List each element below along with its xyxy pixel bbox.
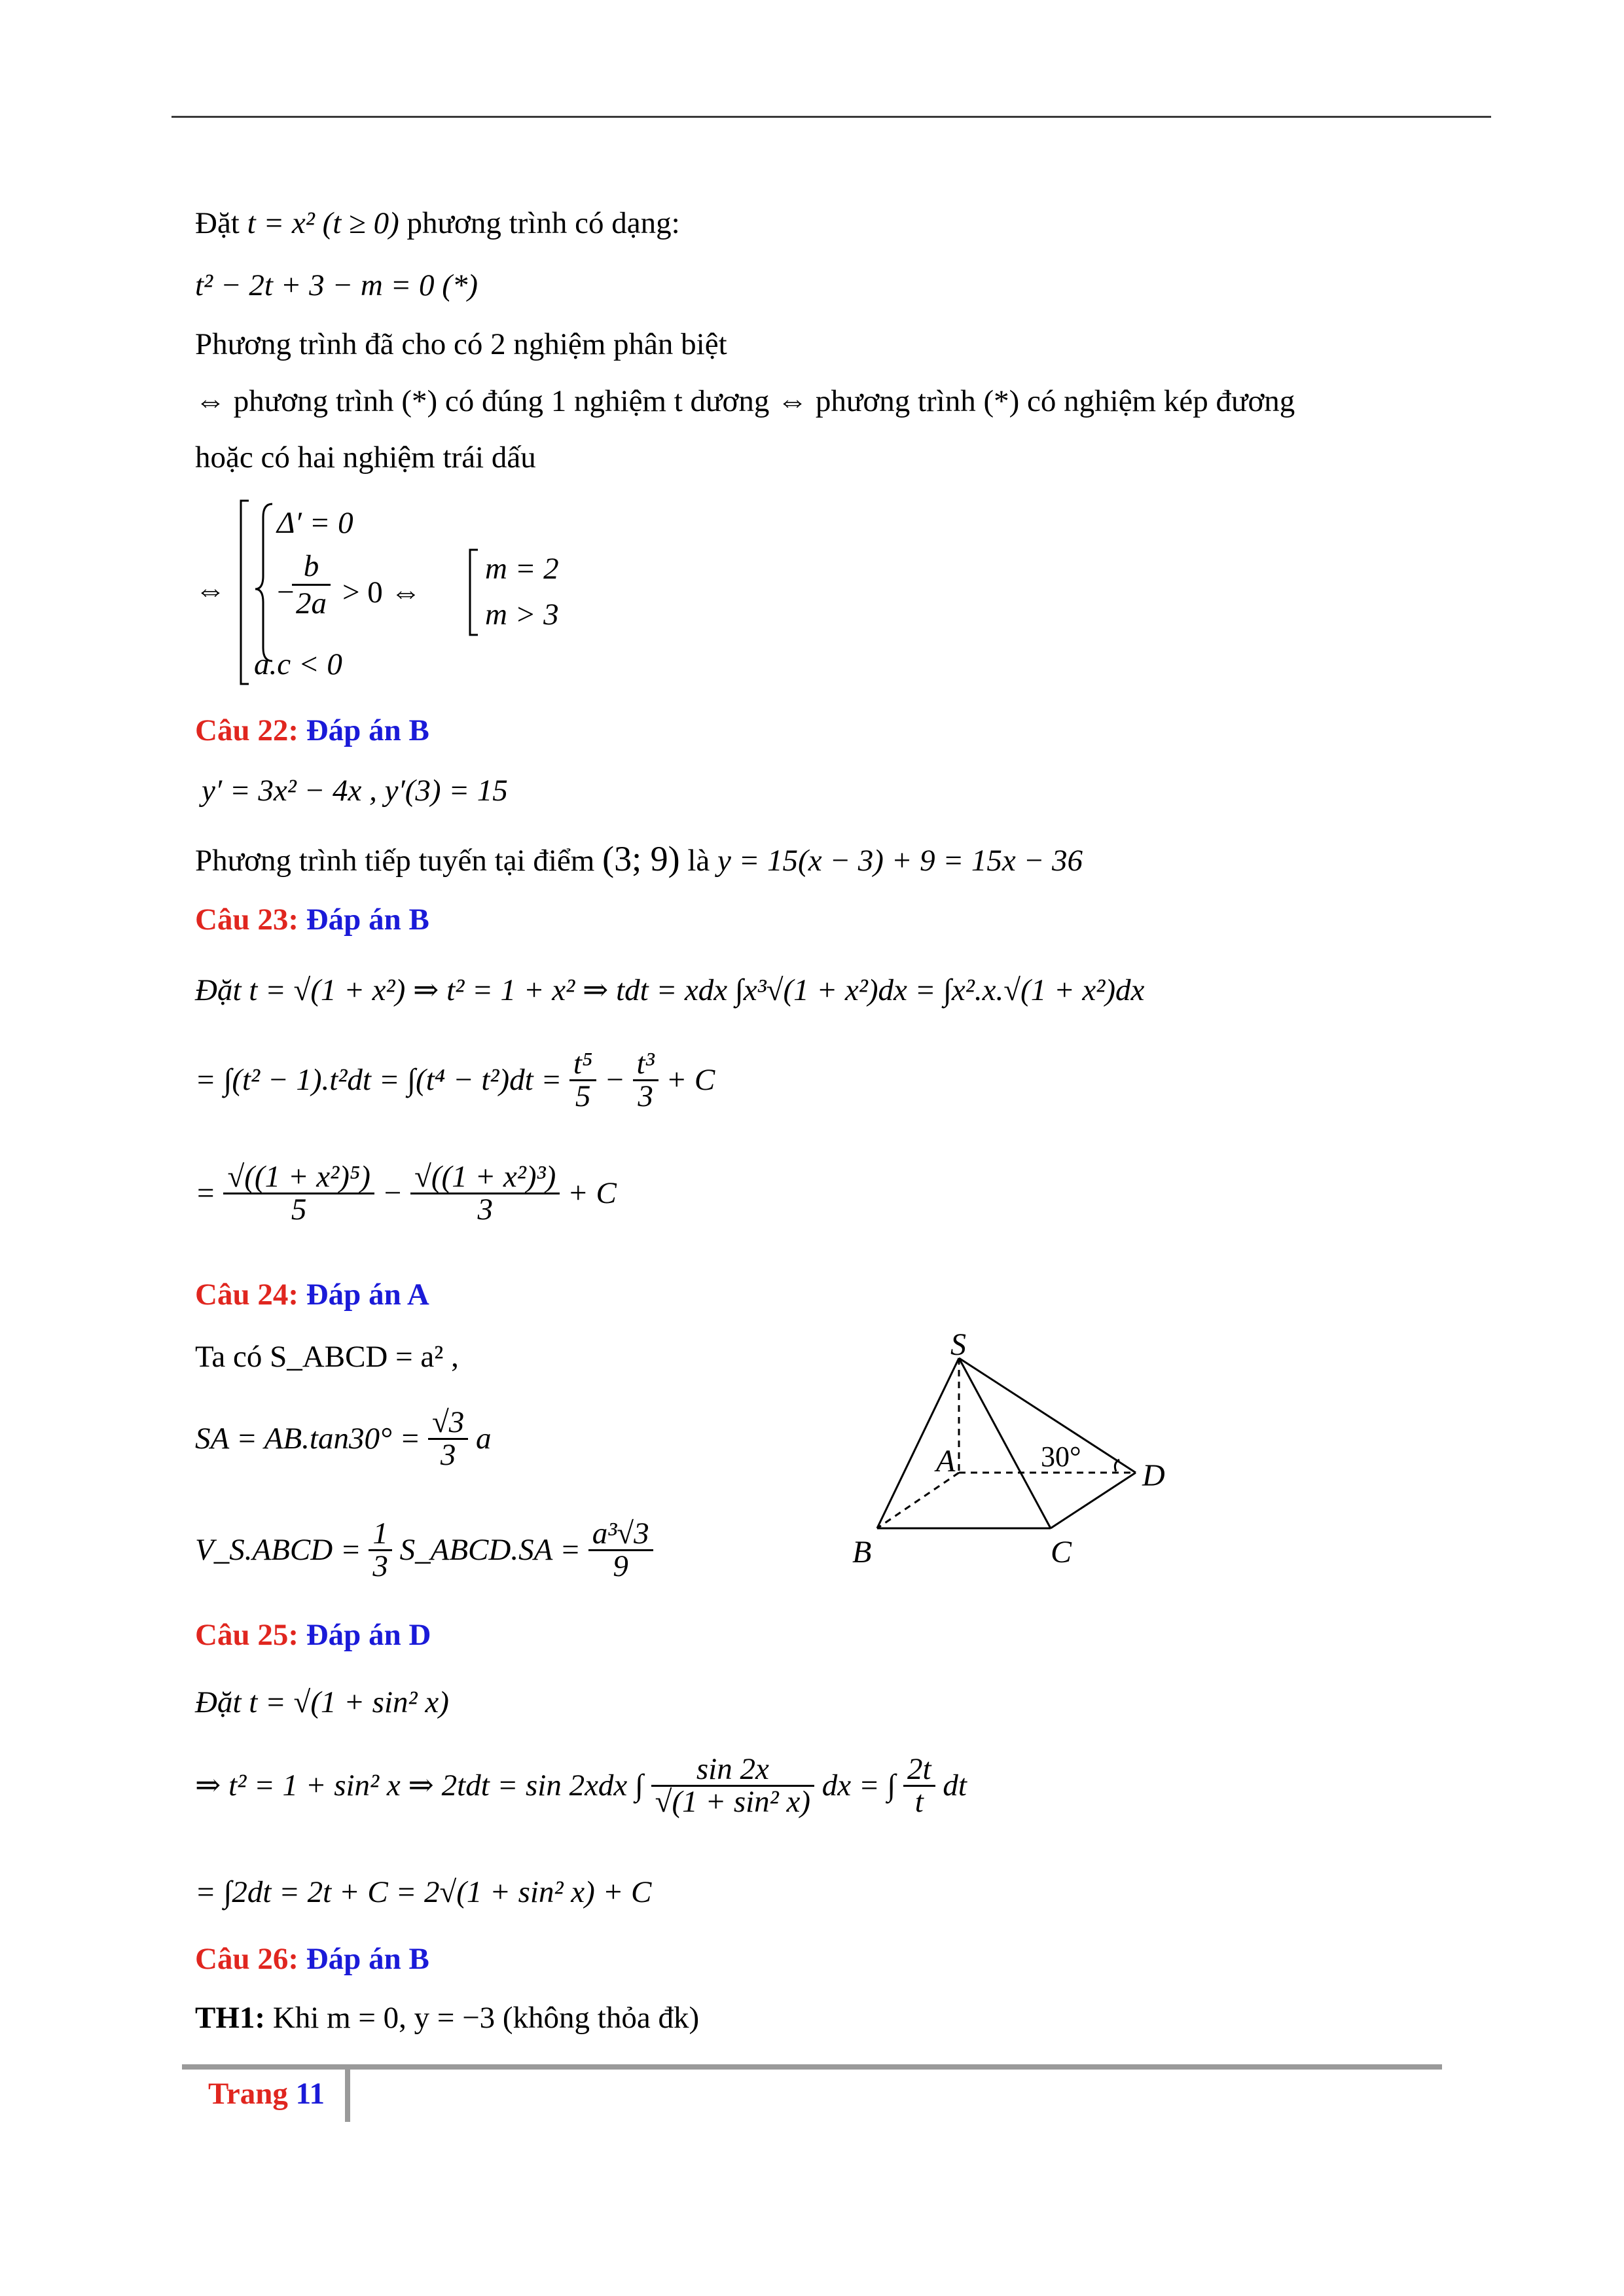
2t-over-t: $\frac{2t}{t}$ — [903, 1754, 935, 1818]
q25-heading: Câu 25: Đáp án D — [195, 1618, 431, 1652]
edge-cd — [1051, 1473, 1136, 1528]
footer-rule — [182, 2064, 1442, 2070]
edge-sc — [959, 1358, 1051, 1528]
angle-label: 30° — [1041, 1441, 1081, 1473]
page-number: 11 — [295, 2077, 325, 2111]
intro-line3: Phương trình đã cho có 2 nghiệm phân biệt — [195, 327, 727, 361]
delta-condition: Δ′ = 0 — [277, 506, 353, 540]
intro-line1: Đặt t = x² (t ≥ 0) phương trình có dạng: — [195, 206, 680, 240]
label-s: S — [950, 1329, 966, 1362]
label-a: A — [936, 1444, 956, 1479]
positive-iff: > 0 ⇔ — [342, 575, 422, 609]
edge-sb — [877, 1358, 959, 1528]
q24-volume: V_S.ABCD = $\frac{1}{3}$ S_ABCD.SA = $\frac{\text{a³√3}}{9}$ — [195, 1518, 653, 1597]
q25-result: = ∫2dt = 2t + C = 2√(1 + sin² x) + C — [195, 1875, 652, 1909]
page-footer: Trang 11 — [208, 2077, 325, 2111]
q23-final-result: = $\frac{\text{√((1 + x²)⁵)}}{5}$ − $\frac{\text{√((1 + x²)³)}}{3}$ + C — [195, 1160, 617, 1227]
pyramid-figure — [838, 1329, 1204, 1590]
result-m-eq-2: m = 2 — [485, 552, 559, 586]
q23-substitution: Đặt t = √(1 + x²) ⇒ t² = 1 + x² ⇒ tdt = xdx ∫x³√(1 + x²)dx = ∫x².x.√(1 + x²)dx — [195, 973, 1145, 1007]
label-b: B — [852, 1535, 872, 1570]
q26-heading: Câu 26: Đáp án B — [195, 1942, 429, 1976]
iff-symbol: ⇔ — [195, 573, 226, 607]
header-rule — [171, 116, 1491, 118]
q22-tangent-line: Phương trình tiếp tuyến tại điểm (3; 9) là y = 15(x − 3) + 9 = 15x − 36 — [195, 839, 1083, 878]
b-over-2a: $\frac{b}{2a}$ — [292, 548, 331, 621]
sqrt3-over-3: $\frac{\text{√((1 + x²)³)}}{3}$ — [410, 1162, 560, 1225]
sin2x-over-sqrt: $\frac{\sin 2x}{\text{√(1 + sin² x)}}$ — [651, 1754, 814, 1818]
sqrt3-over-3-fraction: $\frac{√3}{3}$ — [428, 1407, 468, 1471]
q23-integral-step: = ∫(t² − 1).t²dt = ∫(t⁴ − t²)dt = $\frac{\text{t⁵}}{5}$ − $\frac{\text{t³}}{3}$ + C — [195, 1047, 715, 1113]
volume-result-fraction: $\frac{\text{a³√3}}{9}$ — [588, 1518, 653, 1582]
condition-system — [195, 497, 588, 687]
footer-divider — [345, 2070, 350, 2122]
label-c: C — [1051, 1535, 1072, 1570]
ac-condition: a.c < 0 — [254, 647, 342, 681]
q26-case1: TH1: Khi m = 0, y = −3 (không thỏa đk) — [195, 2001, 700, 2035]
sqrt5-over-5: $\frac{\text{√((1 + x²)⁵)}}{5}$ — [223, 1162, 374, 1225]
label-d: D — [1142, 1458, 1165, 1493]
q22-heading: Câu 22: Đáp án B — [195, 713, 429, 747]
intro-line5: hoặc có hai nghiệm trái dấu — [195, 440, 536, 475]
q22-derivative: y′ = 3x² − 4x , y′(3) = 15 — [202, 774, 508, 808]
q23-heading: Câu 23: Đáp án B — [195, 903, 429, 937]
minus-sign: − — [277, 575, 295, 609]
q24-heading: Câu 24: Đáp án A — [195, 1278, 429, 1312]
q24-sa-length: SA = AB.tan30° = $\frac{√3}{3}$ a — [195, 1405, 492, 1472]
t5-over-5: $\frac{\text{t⁵}}{5}$ — [569, 1049, 596, 1112]
result-m-gt-3: m > 3 — [485, 598, 559, 632]
q25-differential: ⇒ t² = 1 + sin² x ⇒ 2tdt = sin 2xdx ∫ $\frac{\sin 2x}{\text{√(1 + sin² x)}}$ dx = ∫ $\frac{2t}{t}$ dt — [195, 1752, 967, 1819]
t3-over-3: $\frac{\text{t³}}{3}$ — [633, 1049, 659, 1112]
one-third: $\frac{1}{3}$ — [369, 1518, 392, 1582]
edge-ab — [877, 1473, 959, 1528]
intro-equation-star: t² − 2t + 3 − m = 0 (*) — [195, 268, 478, 302]
q24-area: Ta có S_ABCD = a² , — [195, 1340, 459, 1374]
q25-substitution: Đặt t = √(1 + sin² x) — [195, 1685, 449, 1719]
intro-line4: ⇔ phương trình (*) có đúng 1 nghiệm t dương ⇔ phương trình (*) có nghiệm kép đương — [195, 384, 1295, 418]
